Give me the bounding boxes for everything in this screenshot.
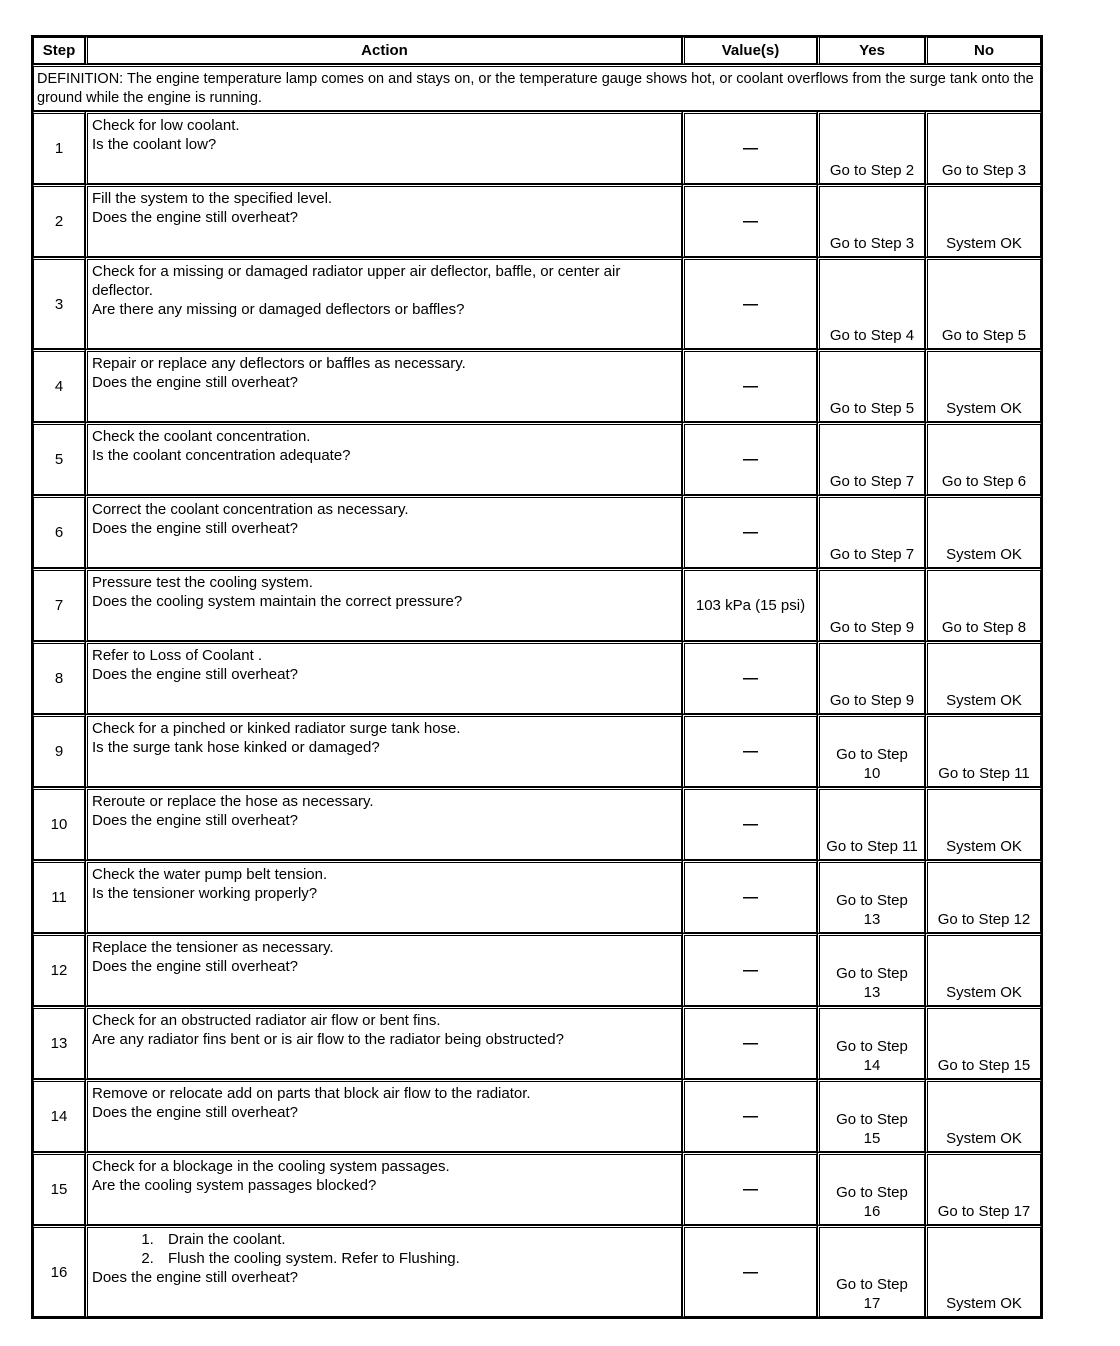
value-cell: 103 kPa (15 psi) [682,568,817,641]
table-row [33,111,1041,184]
yes-text: Go to Step 14 [836,1038,908,1074]
no-cell: System OK [925,495,1041,568]
action-instruction: Check for low coolant. [92,117,240,134]
action-question: Does the engine still overheat? [92,812,298,829]
action-instruction: Pressure test the cooling system. [92,574,313,591]
no-cell: System OK [925,184,1041,257]
table-row [33,184,1041,257]
yes-cell [817,422,925,495]
yes-text: Go to Step 4 [829,327,915,344]
action-instruction: Check for a blockage in the cooling system passages. [92,1158,450,1175]
value-cell: — [682,641,817,714]
action-instruction: Repair or replace any deflectors or baffles as necessary. [92,355,466,372]
step-number: 15 [33,1152,85,1225]
yes-text: Go to Step 7 [829,546,915,563]
table-row [33,1006,1041,1079]
step-number: 8 [33,641,85,714]
action-question: Does the cooling system maintain the correct pressure? [92,593,463,610]
step-number: 9 [33,714,85,787]
action-instruction: Fill the system to the specified level. [92,190,333,207]
diagnostic-table [31,35,1043,1319]
no-cell: Go to Step 3 [925,111,1041,184]
value-cell: — [682,495,817,568]
header-yes: Yes [817,37,925,64]
header-values: Value(s) [682,37,817,64]
table-row [33,933,1041,1006]
value-cell: — [682,714,817,787]
yes-cell [817,111,925,184]
yes-cell [817,1079,925,1152]
step-number: 16 [33,1225,85,1317]
action-question: Does the engine still overheat? [92,520,298,537]
yes-cell [817,641,925,714]
yes-cell [817,1225,925,1317]
action-instruction: Check the coolant concentration. [92,428,311,445]
action-question: Is the tensioner working properly? [92,885,318,902]
yes-cell [817,184,925,257]
header-no: No [925,37,1041,64]
value-cell: — [682,787,817,860]
action-question: Are the cooling system passages blocked? [92,1177,377,1194]
no-cell: Go to Step 15 [925,1006,1041,1079]
value-cell: — [682,184,817,257]
action-question: Does the engine still overheat? [92,1269,298,1286]
action-question: Does the engine still overheat? [92,209,298,226]
no-cell: System OK [925,641,1041,714]
yes-text: Go to Step 11 [826,838,918,855]
action-cell [85,1079,682,1152]
action-question: Does the engine still overheat? [92,374,298,391]
value-cell: — [682,1225,817,1317]
action-instruction: Check for an obstructed radiator air flow or bent fins. [92,1012,441,1029]
step-number: 6 [33,495,85,568]
action-cell [85,111,682,184]
action-instruction: Refer to Loss of Coolant . [92,647,263,664]
table-row [33,422,1041,495]
yes-text: Go to Step 17 [836,1276,908,1312]
action-question: Is the coolant low? [92,136,217,153]
action-instruction: Correct the coolant concentration as necessary. [92,501,409,518]
action-question: Does the engine still overheat? [92,1104,298,1121]
step-number: 10 [33,787,85,860]
action-cell [85,1152,682,1225]
step-number: 4 [33,349,85,422]
yes-text: Go to Step 3 [829,235,915,252]
header-row [33,37,1041,64]
step-number: 5 [33,422,85,495]
step-number: 1 [33,111,85,184]
table-row [33,257,1041,349]
action-question: Does the engine still overheat? [92,666,298,683]
yes-text: Go to Step 7 [829,473,915,490]
no-cell: Go to Step 6 [925,422,1041,495]
action-cell [85,714,682,787]
no-cell: System OK [925,787,1041,860]
step-number: 2 [33,184,85,257]
action-question: Is the surge tank hose kinked or damaged? [92,739,380,756]
yes-cell [817,787,925,860]
yes-cell [817,860,925,933]
action-cell [85,184,682,257]
action-question: Are any radiator fins bent or is air flow to the radiator being obstructed? [92,1031,564,1048]
table-row [33,714,1041,787]
action-cell [85,495,682,568]
table-row [33,787,1041,860]
action-question: Is the coolant concentration adequate? [92,447,351,464]
yes-cell [817,1152,925,1225]
yes-cell [817,568,925,641]
action-cell [85,257,682,349]
no-cell: Go to Step 17 [925,1152,1041,1225]
value-cell: — [682,933,817,1006]
value-cell: — [682,1079,817,1152]
step-number: 12 [33,933,85,1006]
step-number: 7 [33,568,85,641]
action-cell [85,933,682,1006]
table-row [33,495,1041,568]
action-cell [85,349,682,422]
yes-cell [817,349,925,422]
yes-text: Go to Step 15 [836,1111,908,1147]
yes-text: Go to Step 13 [836,965,908,1001]
value-cell: — [682,1006,817,1079]
step-number: 11 [33,860,85,933]
action-cell [85,568,682,641]
value-cell: — [682,860,817,933]
value-cell: — [682,257,817,349]
definition-text: DEFINITION: The engine temperature lamp comes on and stays on, or the temperature gauge shows hot, or coolant overflows from the surge tank onto the ground while the engine is running. [33,64,1041,111]
no-cell: Go to Step 8 [925,568,1041,641]
yes-cell [817,257,925,349]
action-cell [85,1006,682,1079]
yes-text: Go to Step 16 [836,1184,908,1220]
action-cell [85,860,682,933]
table-row [33,1225,1041,1317]
yes-cell [817,1006,925,1079]
no-cell: Go to Step 12 [925,860,1041,933]
action-instruction: Remove or relocate add on parts that block air flow to the radiator. [92,1085,531,1102]
action-cell [85,641,682,714]
step-number: 3 [33,257,85,349]
table-row [33,641,1041,714]
action-instruction: Check for a missing or damaged radiator upper air deflector, baffle, or center air deflector. [92,263,621,299]
table-row [33,1079,1041,1152]
yes-text: Go to Step 9 [829,692,915,709]
action-instruction: Check the water pump belt tension. [92,866,328,883]
value-cell: — [682,349,817,422]
no-cell: Go to Step 11 [925,714,1041,787]
action-instruction: Replace the tensioner as necessary. [92,939,334,956]
action-instruction: Check for a pinched or kinked radiator surge tank hose. [92,720,461,737]
yes-cell [817,714,925,787]
yes-text: Go to Step 9 [829,619,915,636]
value-cell: — [682,111,817,184]
yes-text: Go to Step 10 [836,746,908,782]
value-cell: — [682,1152,817,1225]
sub-step-list [92,1230,677,1268]
action-cell [85,787,682,860]
table-row [33,568,1041,641]
no-cell: System OK [925,349,1041,422]
action-question: Are there any missing or damaged deflectors or baffles? [92,301,465,318]
no-cell: Go to Step 5 [925,257,1041,349]
header-action: Action [85,37,682,64]
definition-row [33,64,1041,111]
action-instruction: Reroute or replace the hose as necessary. [92,793,374,810]
table-row [33,860,1041,933]
yes-text: Go to Step 13 [836,892,908,928]
sub-step: 1. Drain the coolant. [158,1230,677,1249]
step-rows [33,111,1041,1317]
header-step: Step [33,37,85,64]
no-cell: System OK [925,1225,1041,1317]
step-number: 13 [33,1006,85,1079]
table-row [33,1152,1041,1225]
yes-text: Go to Step 2 [829,162,915,179]
no-cell: System OK [925,933,1041,1006]
yes-text: Go to Step 5 [829,400,915,417]
action-cell [85,1225,682,1317]
no-cell: System OK [925,1079,1041,1152]
yes-cell [817,933,925,1006]
action-question: Does the engine still overheat? [92,958,298,975]
value-cell: — [682,422,817,495]
table-row [33,349,1041,422]
sub-step: 2. Flush the cooling system. Refer to Flushing. [158,1249,677,1268]
step-number: 14 [33,1079,85,1152]
yes-cell [817,495,925,568]
action-cell [85,422,682,495]
